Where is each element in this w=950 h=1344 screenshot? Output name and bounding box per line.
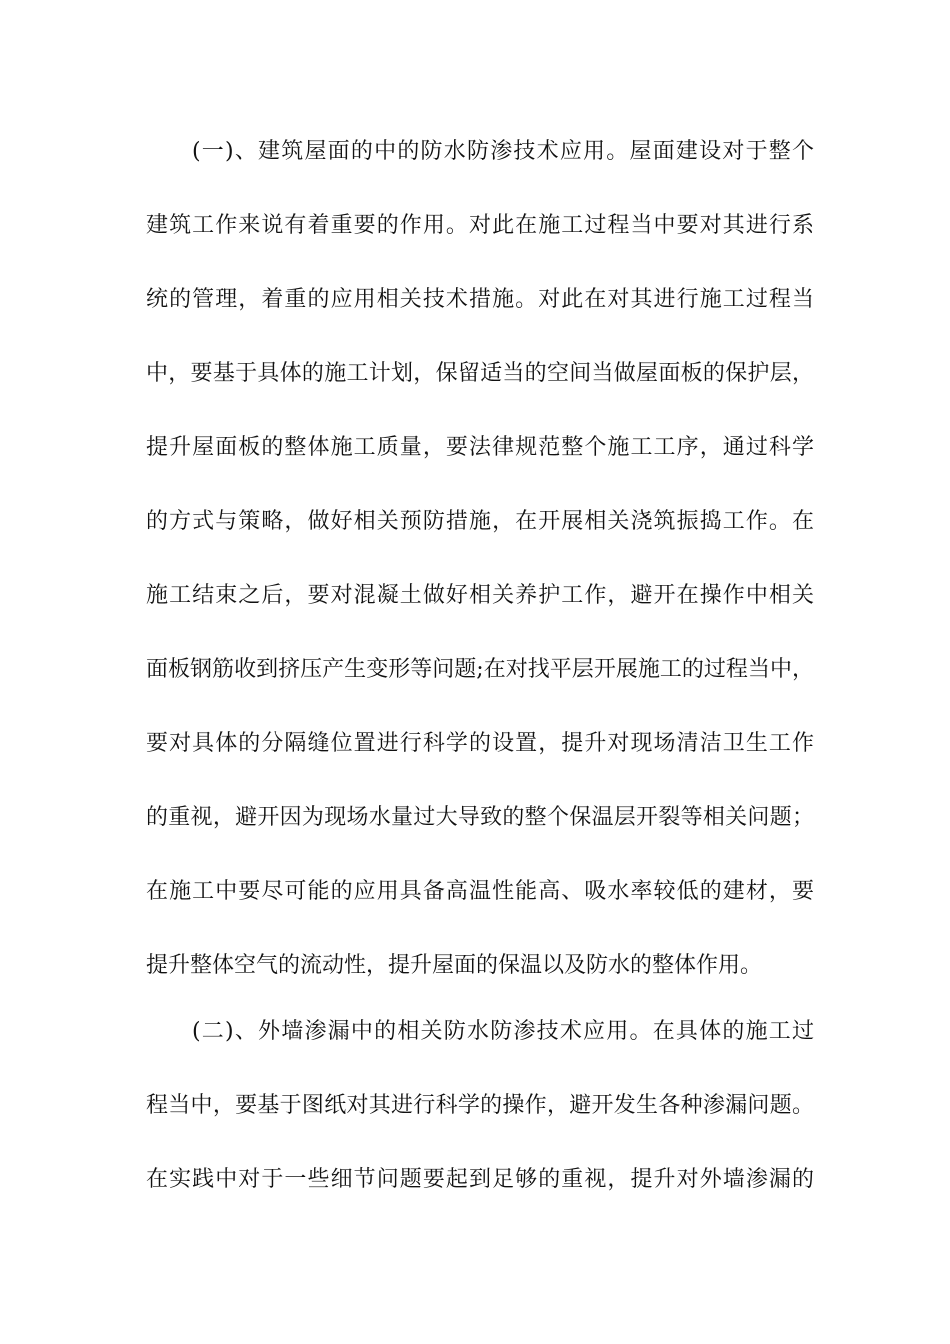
paragraph-1-line-7: 施工结束之后，要对混凝土做好相关养护工作，避开在操作中相关 <box>146 583 814 608</box>
paragraph-1-line-11: 在施工中要尽可能的应用具备高温性能高、吸水率较低的建材，要 <box>146 879 814 904</box>
paragraph-1-line-2: 建筑工作来说有着重要的作用。对此在施工过程当中要对其进行系 <box>146 213 814 238</box>
paragraph-1-line-3: 统的管理，着重的应用相关技术措施。对此在对其进行施工过程当 <box>146 287 814 312</box>
paragraph-2-line-1: (二)、外墙渗漏中的相关防水防渗技术应用。在具体的施工过 <box>192 1019 814 1044</box>
paragraph-1-line-6: 的方式与策略，做好相关预防措施，在开展相关浇筑振捣工作。在 <box>146 509 814 534</box>
paragraph-1-line-1: (一)、建筑屋面的中的防水防渗技术应用。屋面建设对于整个 <box>192 139 814 164</box>
paragraph-2-line-2: 程当中，要基于图纸对其进行科学的操作，避开发生各种渗漏问题。 <box>146 1093 814 1118</box>
paragraph-2-line-3: 在实践中对于一些细节问题要起到足够的重视，提升对外墙渗漏的 <box>146 1167 814 1192</box>
paragraph-1-line-12: 提升整体空气的流动性，提升屋面的保温以及防水的整体作用。 <box>146 953 763 978</box>
paragraph-1-line-4: 中，要基于具体的施工计划，保留适当的空间当做屋面板的保护层， <box>146 361 814 386</box>
paragraph-1-line-10: 的重视，避开因为现场水量过大导致的整个保温层开裂等相关问题； <box>146 805 814 830</box>
paragraph-1-line-5: 提升屋面板的整体施工质量，要法律规范整个施工工序，通过科学 <box>146 435 814 460</box>
paragraph-1-line-8: 面板钢筋收到挤压产生变形等问题;在对找平层开展施工的过程当中， <box>146 657 814 682</box>
paragraph-1-line-9: 要对具体的分隔缝位置进行科学的设置，提升对现场清洁卫生工作 <box>146 731 814 756</box>
